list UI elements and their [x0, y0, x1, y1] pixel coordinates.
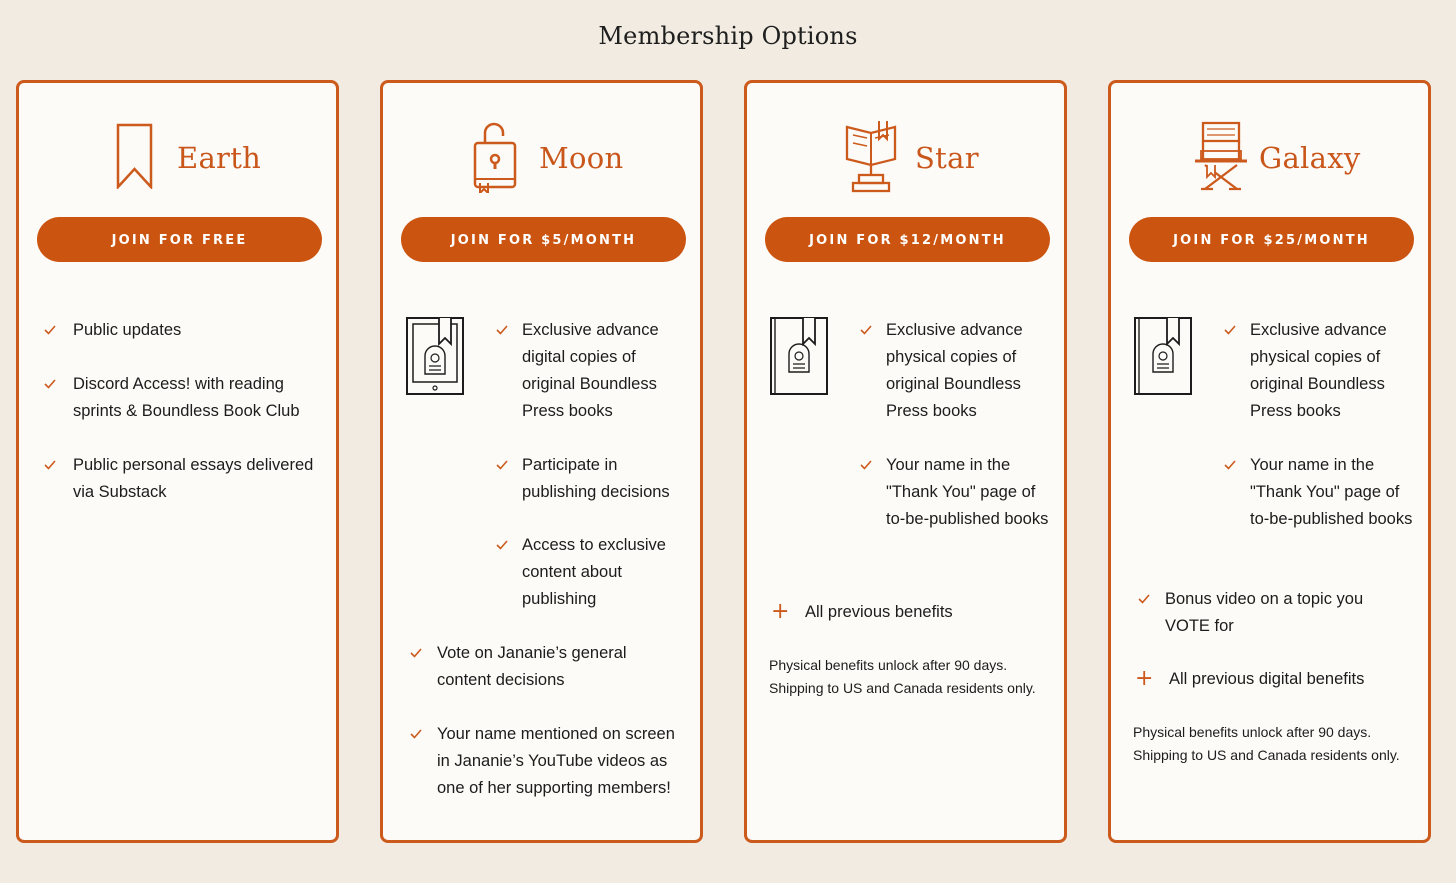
check-icon [43, 377, 57, 391]
extra-benefit: All previous benefits [805, 603, 953, 621]
tier-card-earth [16, 80, 339, 843]
tier-header [19, 121, 336, 193]
benefit-item: Exclusive advance physical copies of original Boundless Press books [886, 321, 1023, 420]
check-icon [409, 727, 423, 741]
tier-header [1111, 121, 1428, 193]
bookmark-icon [115, 121, 155, 194]
plus-icon: + [1135, 666, 1154, 691]
page-title: Membership Options [598, 22, 858, 50]
tier-name: Earth [177, 141, 262, 175]
benefit-item: Bonus video on a topic you VOTE for [1165, 590, 1364, 635]
director-chair-icon [1193, 121, 1249, 198]
check-icon [1223, 458, 1237, 472]
check-icon [495, 538, 509, 552]
ebook-reader-icon [405, 316, 465, 401]
extra-benefit: All previous digital benefits [1169, 670, 1365, 688]
benefit-item: Exclusive advance physical copies of original Boundless Press books [1250, 321, 1387, 420]
tier-header [383, 121, 700, 193]
tier-card-star [744, 80, 1067, 843]
check-icon [409, 646, 423, 660]
book-trophy-icon [843, 121, 899, 198]
benefit-item: Your name in the "Thank You" page of to-be-published books [1250, 456, 1413, 528]
join-star-button[interactable]: JOIN FOR $12/MONTH [765, 217, 1050, 262]
check-icon [43, 458, 57, 472]
join-galaxy-button[interactable]: JOIN FOR $25/MONTH [1129, 217, 1414, 262]
tier-name: Galaxy [1259, 141, 1361, 175]
physical-book-icon [769, 316, 829, 401]
check-icon [859, 323, 873, 337]
check-icon [43, 323, 57, 337]
benefit-item: Vote on Jananie’s general content decisions [437, 644, 627, 689]
benefit-item: Your name mentioned on screen in Jananie’s YouTube videos as one of her supporting members! [437, 725, 675, 797]
physical-book-icon [1133, 316, 1193, 401]
check-icon [859, 458, 873, 472]
check-icon [1223, 323, 1237, 337]
join-free-button[interactable]: JOIN FOR FREE [37, 217, 322, 262]
tier-header [747, 121, 1064, 193]
shipping-note: Physical benefits unlock after 90 days. Shipping to US and Canada residents only. [1133, 724, 1400, 763]
benefit-item: Your name in the "Thank You" page of to-be-published books [886, 456, 1049, 528]
benefit-item: Exclusive advance digital copies of original Boundless Press books [522, 321, 659, 420]
locked-book-icon [471, 121, 519, 198]
benefit-item: Public personal essays delivered via Substack [73, 456, 314, 501]
benefit-item: Public updates [73, 321, 182, 339]
tier-card-galaxy [1108, 80, 1431, 843]
benefit-item: Participate in publishing decisions [522, 456, 670, 501]
tier-name: Moon [539, 141, 624, 175]
check-icon [495, 323, 509, 337]
shipping-note: Physical benefits unlock after 90 days. Shipping to US and Canada residents only. [769, 657, 1036, 696]
tier-card-moon [380, 80, 703, 843]
tier-name: Star [915, 141, 979, 175]
check-icon [495, 458, 509, 472]
plus-icon: + [771, 599, 790, 624]
join-moon-button[interactable]: JOIN FOR $5/MONTH [401, 217, 686, 262]
check-icon [1137, 592, 1151, 606]
benefit-item: Discord Access! with reading sprints & Boundless Book Club [73, 375, 300, 420]
benefit-item: Access to exclusive content about publishing [522, 536, 666, 608]
